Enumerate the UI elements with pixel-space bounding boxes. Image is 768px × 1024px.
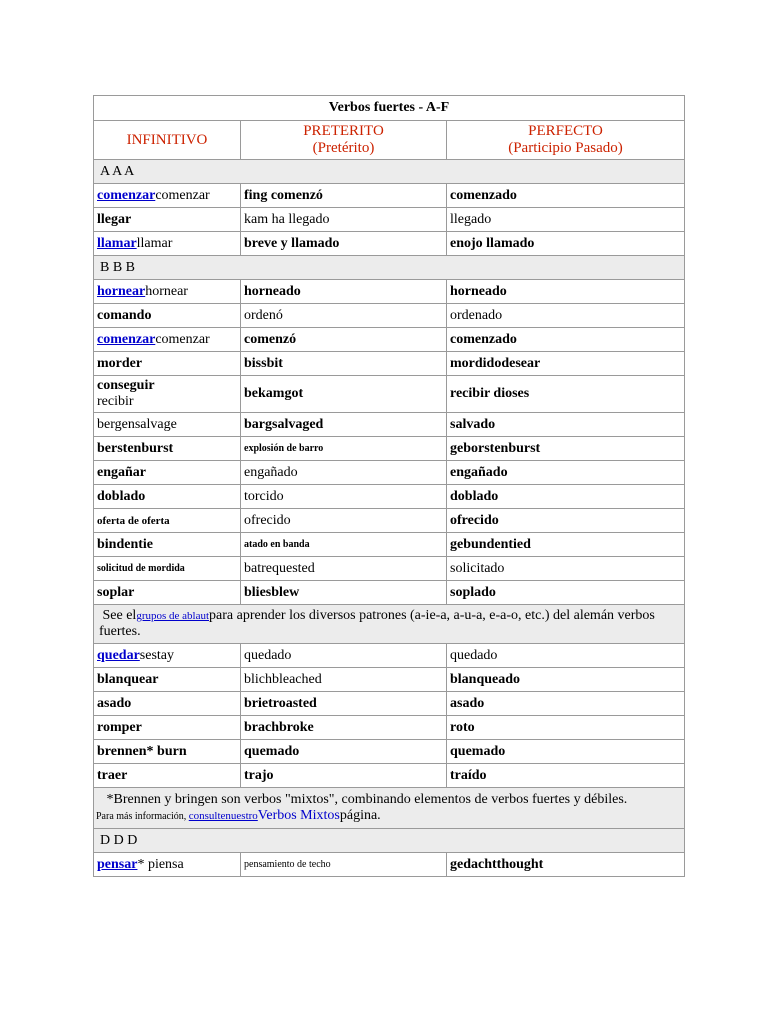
perfecto-cell: asado [447,692,685,716]
preterito-cell: bekamgot [241,376,447,413]
infinitivo-cell: bergensalvage [94,413,241,437]
preterito-cell [241,437,447,461]
preterito-cell [241,533,447,557]
perfecto-cell: comenzado [447,184,685,208]
verb-link[interactable]: hornear [97,283,146,299]
infinitivo-cell [94,376,241,413]
perfecto-cell: comenzado [447,328,685,352]
preterito-cell: quemado [241,740,447,764]
mixed-verbs-note-row [94,788,685,829]
table-row [94,509,685,533]
preterito-cell: brietroasted [241,692,447,716]
verb-text: conseguir [97,378,155,393]
mixed-note-line2-prefix: Para más información, [96,810,189,822]
preterito-text: pensamiento de techo [244,858,331,870]
verb-link[interactable]: comenzar [97,331,156,347]
table-row [94,328,685,352]
table-row [94,557,685,581]
header-preterito [241,121,447,160]
verb-text: * piensa [137,856,184,872]
table-row [94,352,685,376]
perfecto-cell: mordidodesear [447,352,685,376]
table-row [94,280,685,304]
infinitivo-cell [94,557,241,581]
preterito-cell [241,853,447,877]
header-perfecto [447,121,685,160]
infinitivo-cell: blanquear [94,668,241,692]
section-label: A A A [94,160,685,184]
header-preterito-line1: PRETERITO [303,123,384,139]
perfecto-cell: doblado [447,485,685,509]
infinitivo-cell: romper [94,716,241,740]
perfecto-cell: salvado [447,413,685,437]
infinitivo-cell: traer [94,764,241,788]
perfecto-cell: roto [447,716,685,740]
infinitivo-cell: soplar [94,581,241,605]
mixed-verbs-note [94,788,685,829]
preterito-cell: trajo [241,764,447,788]
infinitivo-cell: llegar [94,208,241,232]
infinitivo-cell: doblado [94,485,241,509]
table-title: Verbos fuertes - A-F [94,96,685,121]
infinitivo-cell: morder [94,352,241,376]
infinitivo-cell: comando [94,304,241,328]
table-row [94,485,685,509]
preterito-cell: brachbroke [241,716,447,740]
perfecto-cell: ofrecido [447,509,685,533]
preterito-cell: quedado [241,644,447,668]
mixed-verbs-link[interactable]: Verbos Mixtos [257,807,340,823]
preterito-cell: bliesblew [241,581,447,605]
preterito-cell: torcido [241,485,447,509]
perfecto-cell: soplado [447,581,685,605]
verb-link[interactable]: llamar [97,235,137,251]
table-title-row [94,96,685,121]
preterito-cell: engañado [241,461,447,485]
preterito-text: atado en banda [244,538,310,550]
preterito-cell: fing comenzó [241,184,447,208]
header-perfecto-line1: PERFECTO [528,123,603,139]
verb-text: comenzar [155,187,210,203]
strong-verbs-table [93,95,685,877]
table-row [94,533,685,557]
verb-text: oferta de oferta [97,514,170,527]
table-row [94,461,685,485]
table-row [94,644,685,668]
mixed-note-line1: *Brennen y bringen son verbos "mixtos", combinando elementos de verbos fuertes y débiles. [106,791,628,807]
table-row [94,692,685,716]
table-row [94,376,685,413]
table-row [94,581,685,605]
perfecto-cell: traído [447,764,685,788]
mixed-note-line2-suffix: página. [339,807,381,823]
perfecto-cell: gedachtthought [447,853,685,877]
infinitivo-cell: bindentie [94,533,241,557]
preterito-cell: bissbit [241,352,447,376]
table-row [94,764,685,788]
table-row [94,437,685,461]
preterito-cell: comenzó [241,328,447,352]
table-row [94,413,685,437]
infinitivo-cell [94,509,241,533]
table-row [94,232,685,256]
perfecto-cell: blanqueado [447,668,685,692]
preterito-cell: breve y llamado [241,232,447,256]
preterito-cell: horneado [241,280,447,304]
preterito-cell: blichbleached [241,668,447,692]
verb-link[interactable]: comenzar [97,187,156,203]
verb-subtext: recibir [97,394,134,409]
verb-text: llamar [136,235,173,251]
header-perfecto-line2: (Participio Pasado) [508,140,623,156]
infinitivo-cell: brennen* burn [94,740,241,764]
perfecto-cell: horneado [447,280,685,304]
perfecto-cell: solicitado [447,557,685,581]
infinitivo-cell: engañar [94,461,241,485]
section-row-ddd [94,829,685,853]
table-row [94,716,685,740]
header-preterito-line2: (Pretérito) [312,140,375,156]
preterito-cell: ordenó [241,304,447,328]
consult-link[interactable]: consultenuestro [188,809,258,822]
header-row [94,121,685,160]
infinitivo-cell: berstenburst [94,437,241,461]
verb-text: sestay [139,647,175,663]
table-row [94,668,685,692]
verb-text: comenzar [155,331,210,347]
ablaut-note [94,605,685,644]
section-row-aaa [94,160,685,184]
table-row [94,853,685,877]
ablaut-note-prefix: See el [102,608,137,623]
perfecto-cell: gebundentied [447,533,685,557]
ablaut-note-row [94,605,685,644]
perfecto-cell: engañado [447,461,685,485]
section-label: B B B [94,256,685,280]
perfecto-cell: quedado [447,644,685,668]
verb-text: solicitud de mordida [97,562,185,574]
table-row [94,184,685,208]
perfecto-cell: recibir dioses [447,376,685,413]
section-label: D D D [94,829,685,853]
verb-link[interactable]: pensar [97,856,138,872]
table-row [94,208,685,232]
verb-text: hornear [145,283,188,299]
perfecto-cell: ordenado [447,304,685,328]
perfecto-cell: geborstenburst [447,437,685,461]
table-row [94,304,685,328]
ablaut-groups-link[interactable]: grupos de ablaut [136,610,210,622]
infinitivo-cell: asado [94,692,241,716]
verb-link[interactable]: quedar [97,647,140,663]
section-row-bbb [94,256,685,280]
preterito-text: explosión de barro [244,442,324,454]
perfecto-cell: llegado [447,208,685,232]
preterito-cell: bargsalvaged [241,413,447,437]
perfecto-cell: quemado [447,740,685,764]
preterito-cell: kam ha llegado [241,208,447,232]
ablaut-note-suffix: para aprender los diversos patrones (a-ie-a, a-u-a, e-a-o, etc.) del alemán verbos fuertes. [99,608,655,639]
header-infinitivo: INFINITIVO [94,121,241,160]
table-row [94,740,685,764]
preterito-cell: ofrecido [241,509,447,533]
perfecto-cell: enojo llamado [447,232,685,256]
preterito-cell: batrequested [241,557,447,581]
